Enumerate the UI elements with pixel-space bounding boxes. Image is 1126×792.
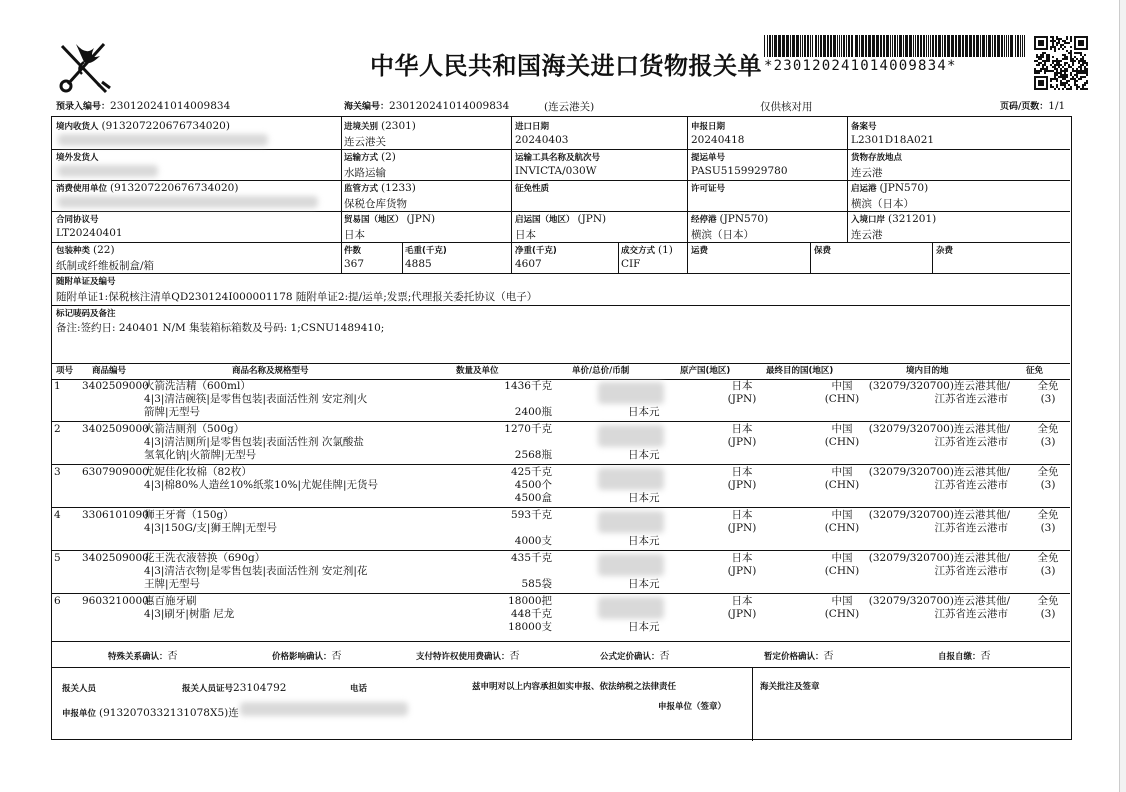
vessel-label: 运输工具名称及航次号	[515, 153, 601, 163]
redacted-overseas	[58, 165, 158, 177]
pre-entry-number: 预录入编号：230120241014009834	[56, 100, 231, 112]
declare-date-label: 申报日期	[691, 122, 726, 132]
item-dest-code: (CHN)	[824, 393, 860, 405]
item-spec: 4|3|清洁衣物|是零售包装|表面活性剂 安定剂|花	[144, 565, 368, 577]
item-origin-code: (JPN)	[727, 522, 757, 534]
gross-weight: 4885	[405, 258, 432, 270]
item-no: 3	[54, 466, 61, 478]
import-date-label: 进口日期	[515, 122, 550, 132]
customs-name: (连云港关)	[544, 101, 595, 113]
insurance-label: 保费	[814, 246, 832, 256]
item-code: 3402509000	[82, 380, 149, 392]
item-spec: 4|3|150G/支|狮王牌|无型号	[144, 522, 277, 534]
confirm-royalty: 支付特许权使用费确认：否	[416, 651, 520, 662]
page-number: 页码/页数：1/1	[1000, 100, 1066, 112]
storage: 连云港	[851, 167, 883, 179]
customs-number: 海关编号：230120241014009834	[344, 100, 510, 112]
item-spec: 4|3|清洁厕所|是零售包装|表面活性剂 次氯酸盐	[144, 436, 364, 448]
departure-port-label: 启运港 (JPN570)	[851, 182, 929, 194]
item-currency: 日本元	[628, 406, 660, 418]
declare-unit: 申报单位 (9132070332131078X5)连	[62, 707, 239, 719]
item-dest: 中国	[831, 509, 853, 521]
item-domestic-province: 江苏省连云港市	[934, 522, 1008, 534]
entry-customs-name: 连云港关	[344, 136, 386, 148]
item-qty-3: 4000支	[514, 535, 552, 547]
item-separator	[52, 550, 1070, 551]
item-qty-1: 1436千克	[504, 380, 552, 392]
item-qty-3: 4500盒	[514, 492, 552, 504]
redacted-price	[598, 468, 664, 490]
declarant-cert: 报关人员证号23104792	[182, 682, 287, 694]
freight-label: 运费	[691, 246, 709, 256]
item-separator	[52, 593, 1070, 594]
item-dest: 中国	[831, 595, 853, 607]
trade-country: 日本	[344, 229, 365, 241]
transport-mode-label: 运输方式 (2)	[344, 151, 396, 163]
contract-no: LT20240401	[56, 227, 123, 239]
redacted-consumer	[58, 196, 318, 208]
redacted-declare-unit	[240, 702, 408, 716]
col-code: 商品编号	[92, 366, 127, 376]
redacted-price	[598, 425, 664, 447]
item-separator	[52, 421, 1070, 422]
item-domestic-province: 江苏省连云港市	[934, 565, 1008, 577]
transit-port: 横滨（日本）	[691, 229, 754, 241]
pieces: 367	[344, 258, 365, 270]
item-currency: 日本元	[628, 449, 660, 461]
item-levy: 全免	[1037, 423, 1059, 435]
item-dest: 中国	[831, 552, 853, 564]
item-code: 3402509000	[82, 552, 149, 564]
item-qty-1: 1270千克	[504, 423, 552, 435]
item-name: 惠百施牙刷	[144, 595, 197, 607]
item-spec-cont: 箭牌|无型号	[144, 406, 201, 418]
phone-label: 电话	[350, 684, 368, 694]
item-origin: 日本	[731, 552, 753, 564]
item-dest: 中国	[831, 380, 853, 392]
deal-mode: CIF	[621, 258, 641, 270]
item-qty-3: 2568瓶	[514, 449, 552, 461]
col-qty: 数量及单位	[456, 366, 499, 376]
item-levy: 全免	[1037, 509, 1059, 521]
item-spec: 4|3|刷牙|树脂 尼龙	[144, 608, 235, 620]
deal-mode-label: 成交方式 (1)	[621, 244, 673, 256]
item-dest-code: (CHN)	[824, 436, 860, 448]
vessel: INVICTA/030W	[515, 165, 597, 177]
item-spec: 4|3|清洁碗筷|是零售包装|表面活性剂 安定剂|火	[144, 393, 368, 405]
confirm-formula: 公式定价确认：否	[600, 651, 670, 662]
item-levy: 全免	[1037, 466, 1059, 478]
item-qty-2: 448千克	[510, 608, 552, 620]
item-qty-3: 2400瓶	[514, 406, 552, 418]
item-name: 狮王牙膏（150g）	[144, 509, 234, 521]
item-qty-1: 435千克	[510, 552, 552, 564]
item-dest-code: (CHN)	[824, 522, 860, 534]
consumer-label: 消费使用单位 (913207220676734020)	[56, 182, 239, 194]
contract-label: 合同协议号	[56, 215, 99, 225]
entry-port: 连云港	[851, 229, 883, 241]
item-currency: 日本元	[628, 578, 660, 590]
entry-customs-label: 进境关别 (2301)	[344, 120, 416, 132]
item-origin: 日本	[731, 380, 753, 392]
item-domestic: (32079/320700)连云港其他/	[868, 423, 1010, 435]
item-domestic-province: 江苏省连云港市	[934, 436, 1008, 448]
bl-number: PASU5159929780	[691, 165, 788, 177]
redacted-consignee	[58, 134, 268, 146]
item-levy-code: (3)	[1040, 608, 1056, 620]
marks-label: 标记唛码及备注	[56, 309, 116, 319]
qr-code-icon	[1034, 36, 1088, 90]
item-levy: 全免	[1037, 552, 1059, 564]
pieces-label: 件数	[344, 246, 362, 256]
item-code: 3306101090	[82, 509, 149, 521]
docs-label: 随附单证及编号	[56, 277, 116, 287]
net-weight: 4607	[515, 258, 542, 270]
item-origin: 日本	[731, 595, 753, 607]
departure-port: 横滨（日本）	[851, 198, 914, 210]
item-levy-code: (3)	[1040, 479, 1056, 491]
col-price: 单价/总价/币制	[572, 366, 630, 376]
item-domestic: (32079/320700)连云港其他/	[868, 552, 1010, 564]
item-code: 9603210000	[82, 595, 149, 607]
item-currency: 日本元	[628, 492, 660, 504]
item-no: 2	[54, 423, 61, 435]
supervision-label: 监管方式 (1233)	[344, 182, 416, 194]
col-levy: 征免	[1026, 366, 1044, 376]
item-separator	[52, 464, 1070, 465]
item-qty-1: 593千克	[510, 509, 552, 521]
customs-remark-label: 海关批注及签章	[760, 682, 820, 692]
transport-mode: 水路运输	[344, 167, 386, 179]
misc-fee-label: 杂费	[936, 246, 954, 256]
item-levy-code: (3)	[1040, 393, 1056, 405]
item-dest: 中国	[831, 466, 853, 478]
item-origin-code: (JPN)	[727, 565, 757, 577]
transit-port-label: 经停港 (JPN570)	[691, 213, 769, 225]
declarant-label: 报关人员	[62, 684, 97, 694]
item-levy: 全免	[1037, 595, 1059, 607]
verify-note: 仅供核对用	[760, 101, 813, 113]
customs-emblem-icon	[54, 38, 114, 94]
item-name: 花王洗衣液替换（690g）	[144, 552, 266, 564]
confirm-price: 价格影响确认：否	[272, 651, 342, 662]
item-origin: 日本	[731, 423, 753, 435]
origin-country-label: 启运国（地区） (JPN)	[515, 213, 607, 225]
levy-nature-label: 征免性质	[515, 184, 550, 194]
docs-value: 随附单证1:保税核注清单QD230124I000001178 随附单证2:提/运单;发票;代理报关委托协议（电子）	[56, 291, 538, 303]
item-spec-cont: 氢氧化钠|火箭牌|无型号	[144, 449, 257, 461]
item-name: 火箭洁厕剂（500g）	[144, 423, 245, 435]
col-name: 商品名称及规格型号	[232, 366, 309, 376]
item-domestic: (32079/320700)连云港其他/	[868, 380, 1010, 392]
item-origin: 日本	[731, 509, 753, 521]
origin-country: 日本	[515, 229, 536, 241]
declare-seal-label: 申报单位（签章）	[658, 702, 727, 712]
pack-type: 纸制或纤维板制盒/箱	[56, 260, 155, 272]
redacted-price	[598, 554, 664, 576]
bl-label: 提运单号	[691, 153, 726, 163]
item-origin-code: (JPN)	[727, 479, 757, 491]
record-no: L2301D18A021	[851, 134, 935, 146]
redacted-price	[598, 511, 664, 533]
declare-date: 20240418	[691, 134, 745, 146]
license-label: 许可证号	[691, 184, 726, 194]
col-dest: 最终目的国(地区)	[766, 366, 834, 376]
supervision: 保税仓库货物	[344, 198, 407, 210]
item-levy: 全免	[1037, 380, 1059, 392]
item-levy-code: (3)	[1040, 565, 1056, 577]
item-name: 尤妮佳化妆棉（82枚）	[144, 466, 252, 478]
item-levy-code: (3)	[1040, 436, 1056, 448]
trade-country-label: 贸易国（地区） (JPN)	[344, 213, 436, 225]
barcode-icon	[764, 35, 1026, 57]
col-origin: 原产国(地区)	[680, 366, 731, 376]
storage-label: 货物存放地点	[851, 153, 903, 163]
item-name: 火箭洗洁精（600ml）	[144, 380, 251, 392]
net-weight-label: 净重(千克)	[515, 246, 557, 256]
entry-port-label: 入境口岸 (321201)	[851, 213, 937, 225]
item-spec: 4|3|棉80%人造丝10%纸浆10%|尤妮佳牌|无货号	[144, 479, 379, 491]
item-domestic-province: 江苏省连云港市	[934, 393, 1008, 405]
item-qty-3: 18000支	[508, 621, 552, 633]
item-origin-code: (JPN)	[727, 393, 757, 405]
import-date: 20240403	[515, 134, 569, 146]
item-dest: 中国	[831, 423, 853, 435]
item-separator	[52, 507, 1070, 508]
item-domestic-province: 江苏省连云港市	[934, 479, 1008, 491]
item-no: 5	[54, 552, 61, 564]
item-no: 6	[54, 595, 61, 607]
item-levy-code: (3)	[1040, 522, 1056, 534]
item-currency: 日本元	[628, 621, 660, 633]
item-qty-3: 585袋	[521, 578, 552, 590]
legal-statement: 兹申明对以上内容承担如实申报、依法纳税之法律责任	[472, 682, 677, 692]
item-qty-1: 18000把	[508, 595, 552, 607]
item-qty-1: 425千克	[510, 466, 552, 478]
item-domestic: (32079/320700)连云港其他/	[868, 466, 1010, 478]
marks-value: 备注:签约日: 240401 N/M 集装箱标箱数及号码: 1;CSNU1489410;	[56, 322, 385, 334]
record-no-label: 备案号	[851, 122, 877, 132]
barcode-text: *230120241014009834*	[764, 58, 957, 74]
item-origin-code: (JPN)	[727, 436, 757, 448]
confirm-special: 特殊关系确认：否	[108, 651, 178, 662]
item-dest-code: (CHN)	[824, 479, 860, 491]
item-spec-cont: 王牌|无型号	[144, 578, 201, 590]
item-dest-code: (CHN)	[824, 608, 860, 620]
item-dest-code: (CHN)	[824, 565, 860, 577]
pack-label: 包装种类 (22)	[56, 244, 115, 256]
item-domestic: (32079/320700)连云港其他/	[868, 595, 1010, 607]
confirm-provisional: 暂定价格确认：否	[764, 651, 834, 662]
confirm-self-pay: 自报自缴：否	[938, 651, 991, 662]
redacted-price	[598, 597, 664, 619]
col-domestic: 境内目的地	[906, 366, 949, 376]
item-origin: 日本	[731, 466, 753, 478]
redacted-price	[598, 382, 664, 404]
item-origin-code: (JPN)	[727, 608, 757, 620]
item-no: 4	[54, 509, 61, 521]
item-domestic: (32079/320700)连云港其他/	[868, 509, 1010, 521]
item-no: 1	[54, 380, 61, 392]
item-currency: 日本元	[628, 535, 660, 547]
consignee-label: 境内收货人 (913207220676734020)	[56, 120, 230, 132]
item-code: 6307909000	[82, 466, 149, 478]
col-item-no: 项号	[56, 366, 74, 376]
gross-weight-label: 毛重(千克)	[405, 246, 447, 256]
item-code: 3402509000	[82, 423, 149, 435]
overseas-consignor-label: 境外发货人	[56, 153, 99, 163]
document-title: 中华人民共和国海关进口货物报关单	[370, 52, 762, 80]
item-qty-2: 4500个	[514, 479, 552, 491]
item-domestic-province: 江苏省连云港市	[934, 608, 1008, 620]
